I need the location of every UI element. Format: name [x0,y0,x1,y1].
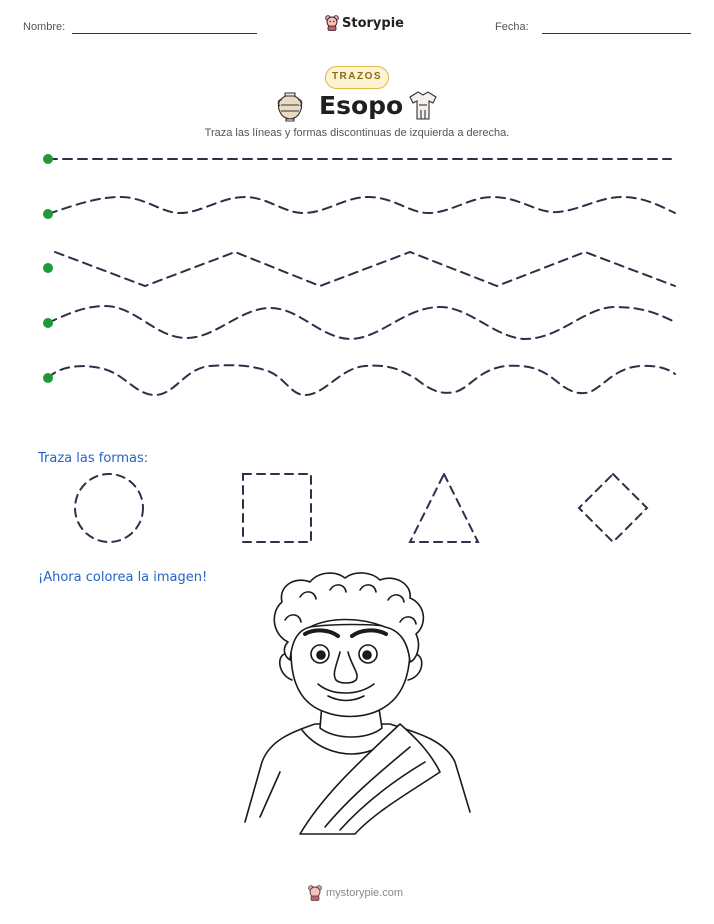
trace-square [243,474,311,542]
name-label: Nombre: [23,21,66,33]
trace-triangle [410,474,478,542]
page-title: Esopo [319,91,404,120]
trace-diamond [579,474,647,542]
start-dot [43,154,53,164]
trace-line-wave-large [48,306,675,339]
tracing-lines [0,0,714,420]
start-dot [43,209,53,219]
trace-line-zigzag [55,252,675,286]
tracing-shapes [0,460,714,550]
date-label: Fecha: [495,21,529,33]
aesop-illustration [240,572,472,837]
footer [308,885,403,901]
start-dot [43,318,53,328]
coloring-heading: ¡Ahora colorea la imagen! [38,570,208,585]
trace-circle [75,474,143,542]
brand-name: Storypie [342,15,404,31]
trace-line-wave [48,197,675,214]
category-badge: TRAZOS [325,66,389,89]
bear-mascot-icon [308,885,322,901]
trace-line-bumps [48,365,675,395]
shapes-heading: Traza las formas: [38,451,149,466]
footer-url[interactable]: mystorypie.com [326,887,404,899]
instruction-text: Traza las líneas y formas discontinuas de izquierda a derecha. [204,127,510,139]
start-dot [43,263,53,273]
start-dot [43,373,53,383]
